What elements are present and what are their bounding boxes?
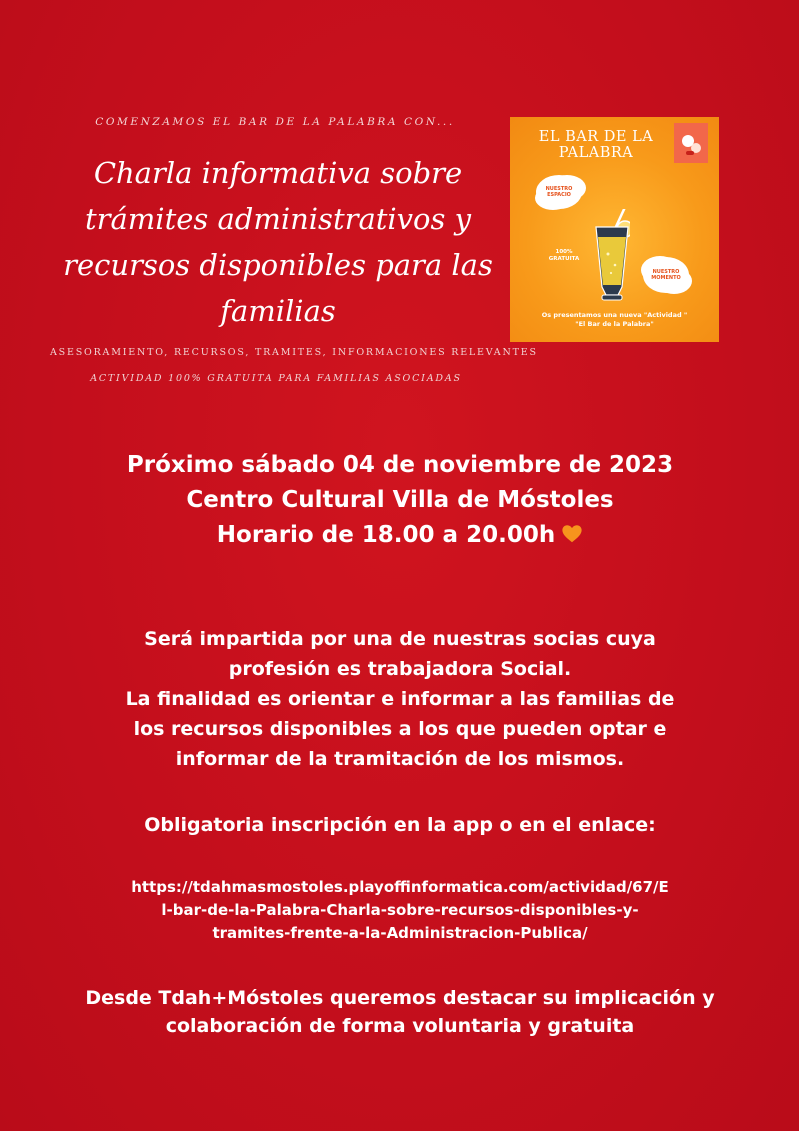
- speech-cloud-left: [536, 175, 582, 209]
- poster-footer-line: "El Bar de la Palabra": [575, 320, 654, 328]
- closing-line: Desde Tdah+Móstoles queremos destacar su implicación y: [85, 987, 715, 1009]
- event-date: Próximo sábado 04 de noviembre de 2023: [126, 452, 674, 478]
- closing-note: [40, 984, 760, 1040]
- heart-icon: [561, 523, 583, 545]
- event-time-row: [40, 518, 760, 553]
- signup-link[interactable]: [40, 876, 760, 945]
- event-poster-image: [510, 117, 719, 342]
- kicker-text: COMENZAMOS EL BAR DE LA PALABRA CON...: [95, 116, 455, 128]
- description-line: los recursos disponibles a los que pueden optar e: [133, 718, 667, 740]
- title-line: familias: [220, 294, 336, 328]
- cloud-text: ESPACIO: [547, 192, 571, 198]
- signup-text: Obligatoria inscripción en la app o en el enlace:: [144, 814, 656, 836]
- description-line: Será impartida por una de nuestras socias cuya: [144, 628, 656, 650]
- closing-line: colaboración de forma voluntaria y gratuita: [165, 1015, 635, 1037]
- poster-footer: [510, 311, 719, 329]
- signup-link-line[interactable]: https://tdahmasmostoles.playoffinformatica.com/actividad/67/E: [131, 878, 669, 896]
- cloud-text: NUESTRO: [652, 269, 680, 275]
- poster-free-text: GRATUITA: [548, 256, 580, 262]
- poster-free-label: [544, 249, 584, 263]
- title-line: Charla informativa sobre: [93, 156, 463, 190]
- speech-cloud-right: [643, 257, 689, 293]
- event-time: Horario de 18.00 a 20.00h: [216, 522, 556, 548]
- tagline-services: ASESORAMIENTO, RECURSOS, TRAMITES, INFORMACIONES RELEVANTES: [50, 347, 538, 358]
- signup-link-line[interactable]: l-bar-de-la-Palabra-Charla-sobre-recursos-disponibles-y-: [161, 901, 639, 919]
- description: [40, 624, 760, 774]
- poster-title-line: PALABRA: [558, 145, 634, 161]
- description-line: La finalidad es orientar e informar a las familias de: [125, 688, 675, 710]
- event-details: [40, 448, 760, 553]
- description-line: profesión es trabajadora Social.: [228, 658, 572, 680]
- tagline-free-activity: ACTIVIDAD 100% GRATUITA PARA FAMILIAS ASOCIADAS: [90, 373, 462, 384]
- drink-glass-icon: [594, 209, 630, 305]
- event-venue: Centro Cultural Villa de Móstoles: [186, 487, 614, 513]
- cloud-text: NUESTRO: [545, 186, 573, 192]
- poster-footer-line: Os presentamos una nueva "Actividad ": [541, 311, 688, 319]
- theater-masks-icon: [674, 123, 708, 163]
- poster-title-line: EL BAR DE LA: [538, 129, 654, 145]
- cloud-text: MOMENTO: [651, 275, 681, 281]
- title-line: trámites administrativos y: [84, 202, 472, 236]
- page-title: [58, 150, 498, 334]
- signup-notice: [40, 810, 760, 840]
- title-line: recursos disponibles para las: [63, 248, 493, 282]
- poster-free-text: 100%: [555, 249, 573, 255]
- description-line: informar de la tramitación de los mismos.: [175, 748, 625, 770]
- poster-title: [522, 129, 670, 161]
- signup-link-line[interactable]: tramites-frente-a-la-Administracion-Publica/: [212, 924, 588, 942]
